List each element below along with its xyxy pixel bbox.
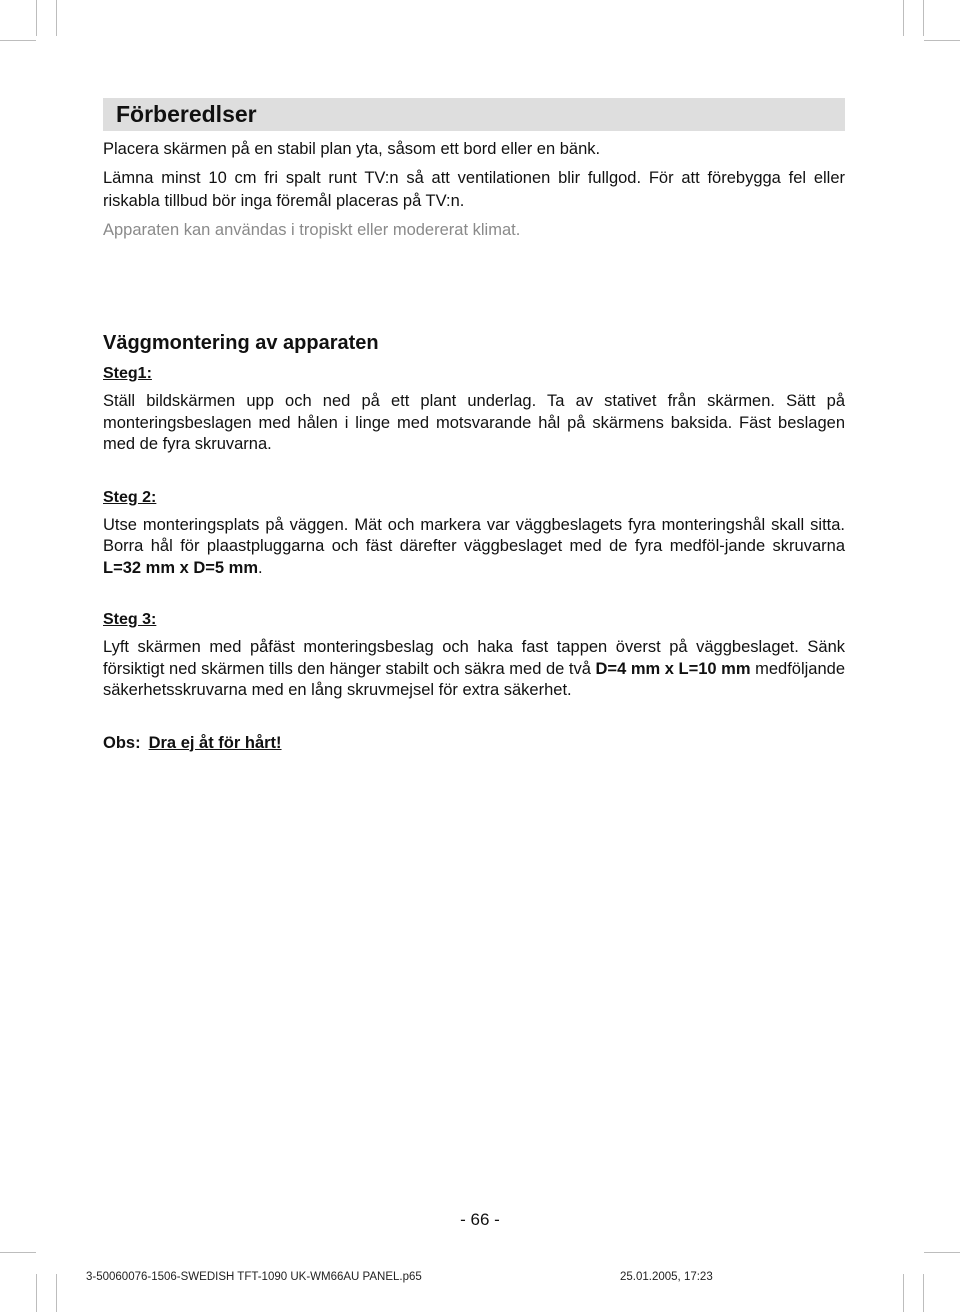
paragraph: Lämna minst 10 cm fri spalt runt TV:n så att ventilationen blir fullgod. För att förebygga fel eller riskabla tillbud bör inga föremål placeras på TV:n.: [103, 169, 845, 210]
step-spec: D=4 mm x L=10 mm: [595, 659, 751, 678]
paragraph: Apparaten kan användas i tropiskt eller modererat klimat.: [103, 221, 521, 239]
step-label: Steg 2:: [103, 488, 157, 506]
footer-file: [86, 1271, 422, 1283]
footer-file-end: AU PANEL.p65: [343, 1271, 422, 1283]
note-text: Dra ej åt för hårt!: [148, 733, 282, 752]
section-title: Förberedlser: [116, 101, 257, 127]
crop-mark: [56, 1274, 57, 1312]
step-label: Steg 3:: [103, 611, 157, 628]
step-spec: L=32 mm x D=5 mm: [103, 558, 258, 577]
footer-datetime: 25.01.2005, 17:23: [620, 1271, 713, 1283]
note-label: Obs:: [103, 733, 141, 752]
crop-mark: [903, 0, 904, 36]
crop-mark: [36, 1274, 37, 1312]
crop-mark: [924, 1252, 960, 1253]
step-text-part: medföljande säkerhetsskruvarna med en lång skruvmejsel för extra säkerhet.: [103, 659, 845, 699]
step-text-part: Lyft skärmen med påfäst monteringsbeslag och haka fast tappen överst på väggbeslaget. Sänk försiktigt ned skärmen tills den hänger stabilt och säkra med de två: [103, 638, 845, 678]
page-number: - 66 -: [460, 1210, 500, 1229]
crop-mark: [56, 0, 57, 36]
step-text: [103, 637, 845, 702]
section-header-bar: [103, 98, 845, 131]
crop-mark: [0, 1252, 36, 1253]
note: [103, 734, 845, 753]
page-content: [103, 98, 845, 753]
step-text: Ställ bildskärmen upp och ned på ett plant underlag. Ta av stativet från skärmen. Sätt på monteringsbeslagen med hålen i linge med motsvarande hål på skärmens baksida. Fäst beslagen med de fyra skruvarna.: [103, 392, 845, 453]
step-text-part: Utse monteringsplats på väggen. Mät och markera var väggbeslagets fyra monteringshål skall sitta. Borra hål för plaastpluggarna och fäst därefter väggbeslaget med de fyra medföl-jande skruvarna: [103, 515, 845, 555]
footer-file-name: 3-50060076-1506-SWEDISH TFT-1090 UK-WM: [86, 1271, 331, 1283]
step-label: Steg1:: [103, 365, 152, 382]
crop-mark: [0, 40, 36, 41]
footer-page: 66: [330, 1271, 344, 1283]
step-text: [103, 515, 845, 580]
crop-mark: [923, 1274, 924, 1312]
crop-mark: [36, 0, 37, 36]
crop-mark: [903, 1274, 904, 1312]
step-text-part: .: [258, 558, 263, 577]
crop-mark: [923, 0, 924, 36]
paragraph: Placera skärmen på en stabil plan yta, såsom ett bord eller en bänk.: [103, 140, 601, 158]
section-title: Väggmontering av apparaten: [103, 332, 379, 354]
crop-mark: [924, 40, 960, 41]
